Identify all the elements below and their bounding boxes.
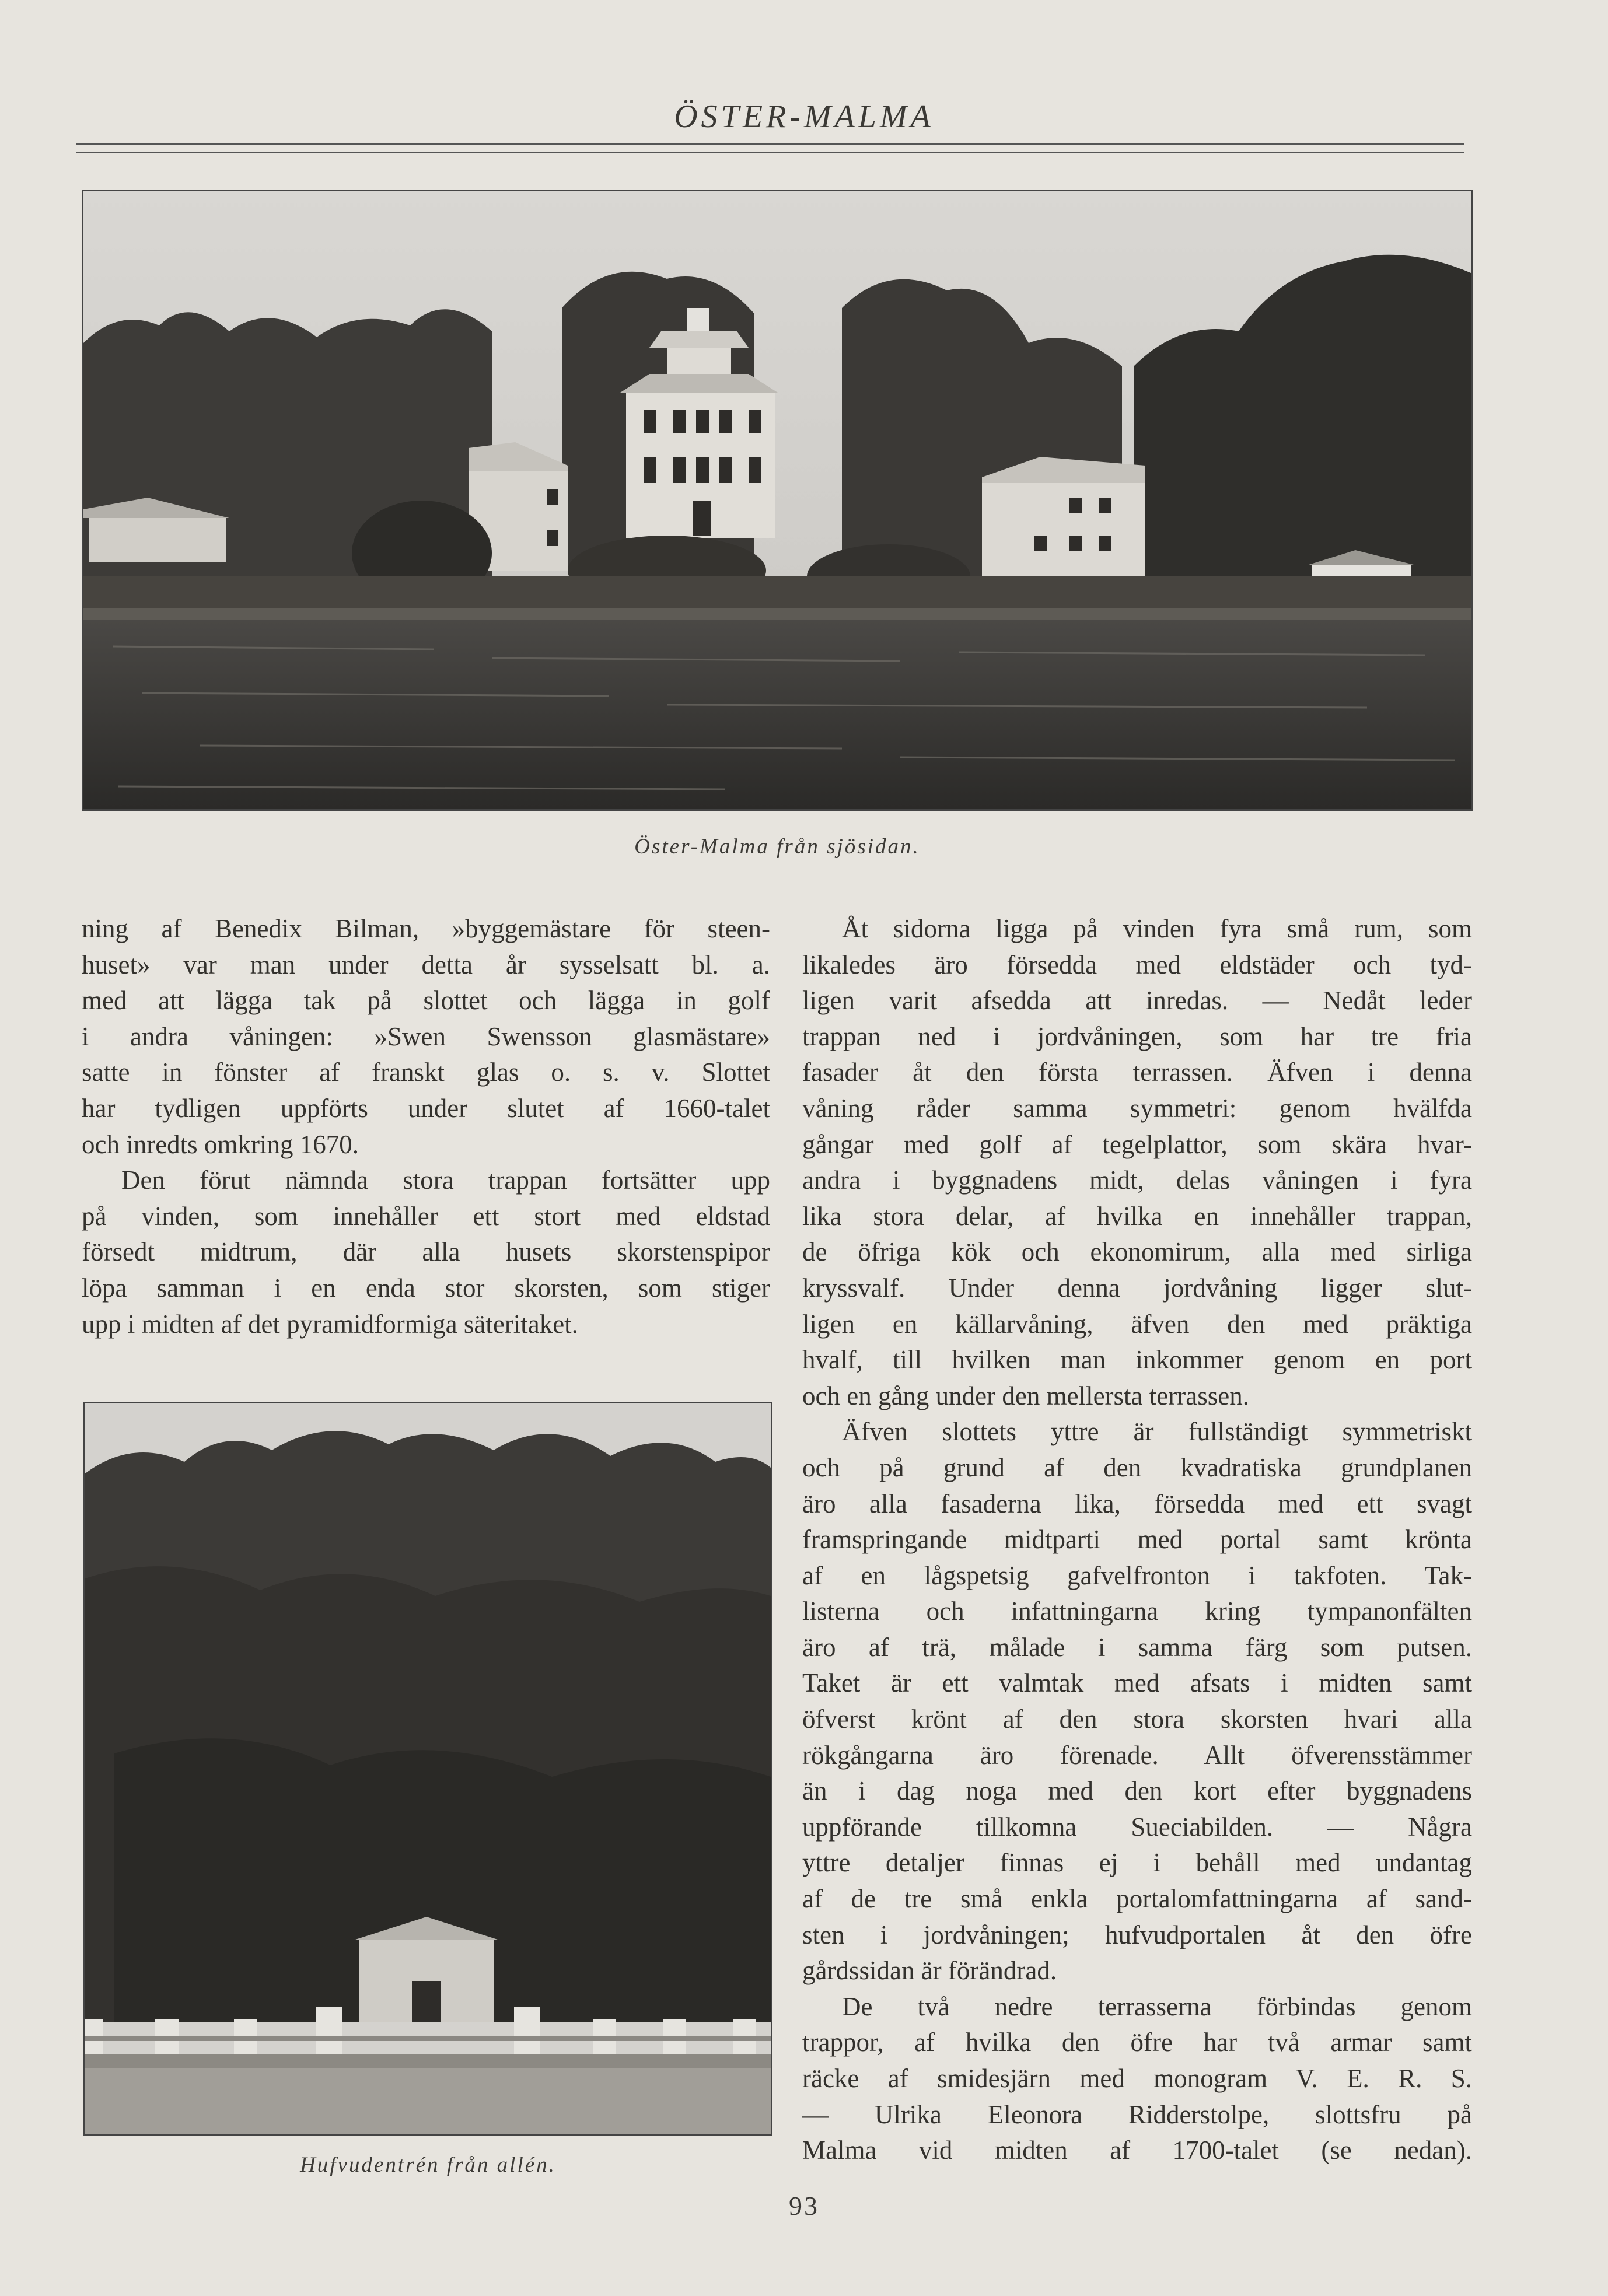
text-line: uppförande tillkomna Sueciabilden. — Några [802, 1812, 1472, 1842]
text-line: — Ulrika Eleonora Ridderstolpe, slottsfru på [802, 2099, 1472, 2129]
text-line: rökgångarna äro förenade. Allt öfverensstämmer [802, 1740, 1472, 1770]
bottom-photo-caption: Hufvudentrén från allén. [300, 2153, 556, 2177]
text-line: Taket är ett valmtak med afsats i midten samt [802, 1668, 1472, 1698]
text-line: på vinden, som innehåller ett stort med eldstad [82, 1201, 770, 1231]
text-line: räcke af smidesjärn med monogram V. E. R. S. [802, 2064, 1472, 2093]
text-line: har tydligen uppförts under slutet af 1660-talet [82, 1093, 770, 1123]
text-line: upp i midten af det pyramidformiga säteritaket. [82, 1309, 578, 1339]
text-line: ligen varit afsedda att inredas. — Nedåt leder [802, 986, 1472, 1016]
text-line: kryssvalf. Under denna jordvåning ligger slut- [802, 1273, 1472, 1303]
text-line: satte in fönster af franskt glas o. s. v. Slottet [82, 1058, 770, 1087]
left-text-column [82, 911, 770, 1342]
text-line: af en lågspetsig gafvelfronton i takfoten. Tak- [802, 1560, 1472, 1590]
text-line: öfverst krönt af den stora skorsten hvari alla [802, 1704, 1472, 1734]
text-line: listerna och infattningarna kring tympanonfälten [802, 1597, 1472, 1626]
top-photo-manor-from-lake [83, 191, 1471, 809]
text-line: och en gång under den mellersta terrassen. [802, 1381, 1249, 1410]
text-line: med att lägga tak på slottet och lägga in golf [82, 986, 770, 1016]
text-line: yttre detaljer finnas ej i behåll med undantag [802, 1848, 1472, 1878]
text-line: försedt midtrum, där alla husets skorstenspipor [82, 1237, 770, 1267]
text-line: sten i jordvåningen; hufvudportalen åt den öfre [802, 1920, 1472, 1950]
text-line: andra i byggnadens midt, delas våningen i fyra [802, 1166, 1472, 1195]
header-rule-thin [76, 152, 1464, 153]
text-line: ning af Benedix Bilman, »byggemästare för steen- [82, 914, 770, 943]
text-line: Malma vid midten af 1700-talet (se nedan). [802, 2136, 1472, 2165]
text-line: trappan ned i jordvåningen, som har tre fria [802, 1021, 1472, 1051]
text-line: ligen en källarvåning, äfven den med präktiga [802, 1309, 1472, 1339]
bottom-photo-entrance-from-avenue [85, 1404, 771, 2134]
header-rule [76, 144, 1464, 145]
text-line: hvalf, till hvilken man inkommer genom en port [802, 1345, 1472, 1375]
text-line: och inredts omkring 1670. [82, 1129, 359, 1159]
top-photo-caption: Öster-Malma från sjösidan. [634, 835, 920, 859]
text-line: Åt sidorna ligga på vinden fyra små rum, som [842, 914, 1472, 943]
text-line: gångar med golf af tegelplattor, som skära hvar- [802, 1129, 1472, 1159]
text-line: De två nedre terrasserna förbindas genom [842, 1992, 1472, 2021]
text-line: fasader åt den första terrassen. Äfven i denna [802, 1058, 1472, 1087]
text-line: löpa samman i en enda stor skorsten, som stiger [82, 1273, 770, 1303]
page-number: 93 [789, 2191, 819, 2221]
text-line: våning råder samma symmetri: genom hvälfda [802, 1093, 1472, 1123]
text-line: Den förut nämnda stora trappan fortsätter upp [121, 1166, 770, 1195]
text-line: äro af trä, målade i samma färg som putsen. [802, 1632, 1472, 1662]
text-line: huset» var man under detta år sysselsatt bl. a. [82, 950, 770, 979]
text-line: de öfriga kök och ekonomirum, alla med sirliga [802, 1237, 1472, 1267]
running-header: ÖSTER-MALMA [674, 99, 934, 135]
text-line: i andra våningen: »Swen Swensson glasmästare» [82, 1021, 770, 1051]
text-line: gårdssidan är förändrad. [802, 1956, 1057, 1986]
text-line: äro alla fasaderna lika, försedda med ett svagt [802, 1489, 1472, 1518]
text-line: och på grund af den kvadratiska grundplanen [802, 1452, 1472, 1482]
text-line: framspringande midtparti med portal samt krönta [802, 1525, 1472, 1555]
right-text-column [802, 911, 1472, 2169]
text-line: likaledes äro försedda med eldstäder och tyd- [802, 950, 1472, 979]
text-line: trappor, af hvilka den öfre har två armar samt [802, 2028, 1472, 2057]
text-line: lika stora delar, af hvilka en innehåller trappan, [802, 1201, 1472, 1231]
text-line: än i dag noga med den kort efter byggnadens [802, 1776, 1472, 1806]
text-line: Äfven slottets yttre är fullständigt symmetriskt [842, 1417, 1472, 1447]
text-line: af de tre små enkla portalomfattningarna af sand- [802, 1884, 1472, 1914]
